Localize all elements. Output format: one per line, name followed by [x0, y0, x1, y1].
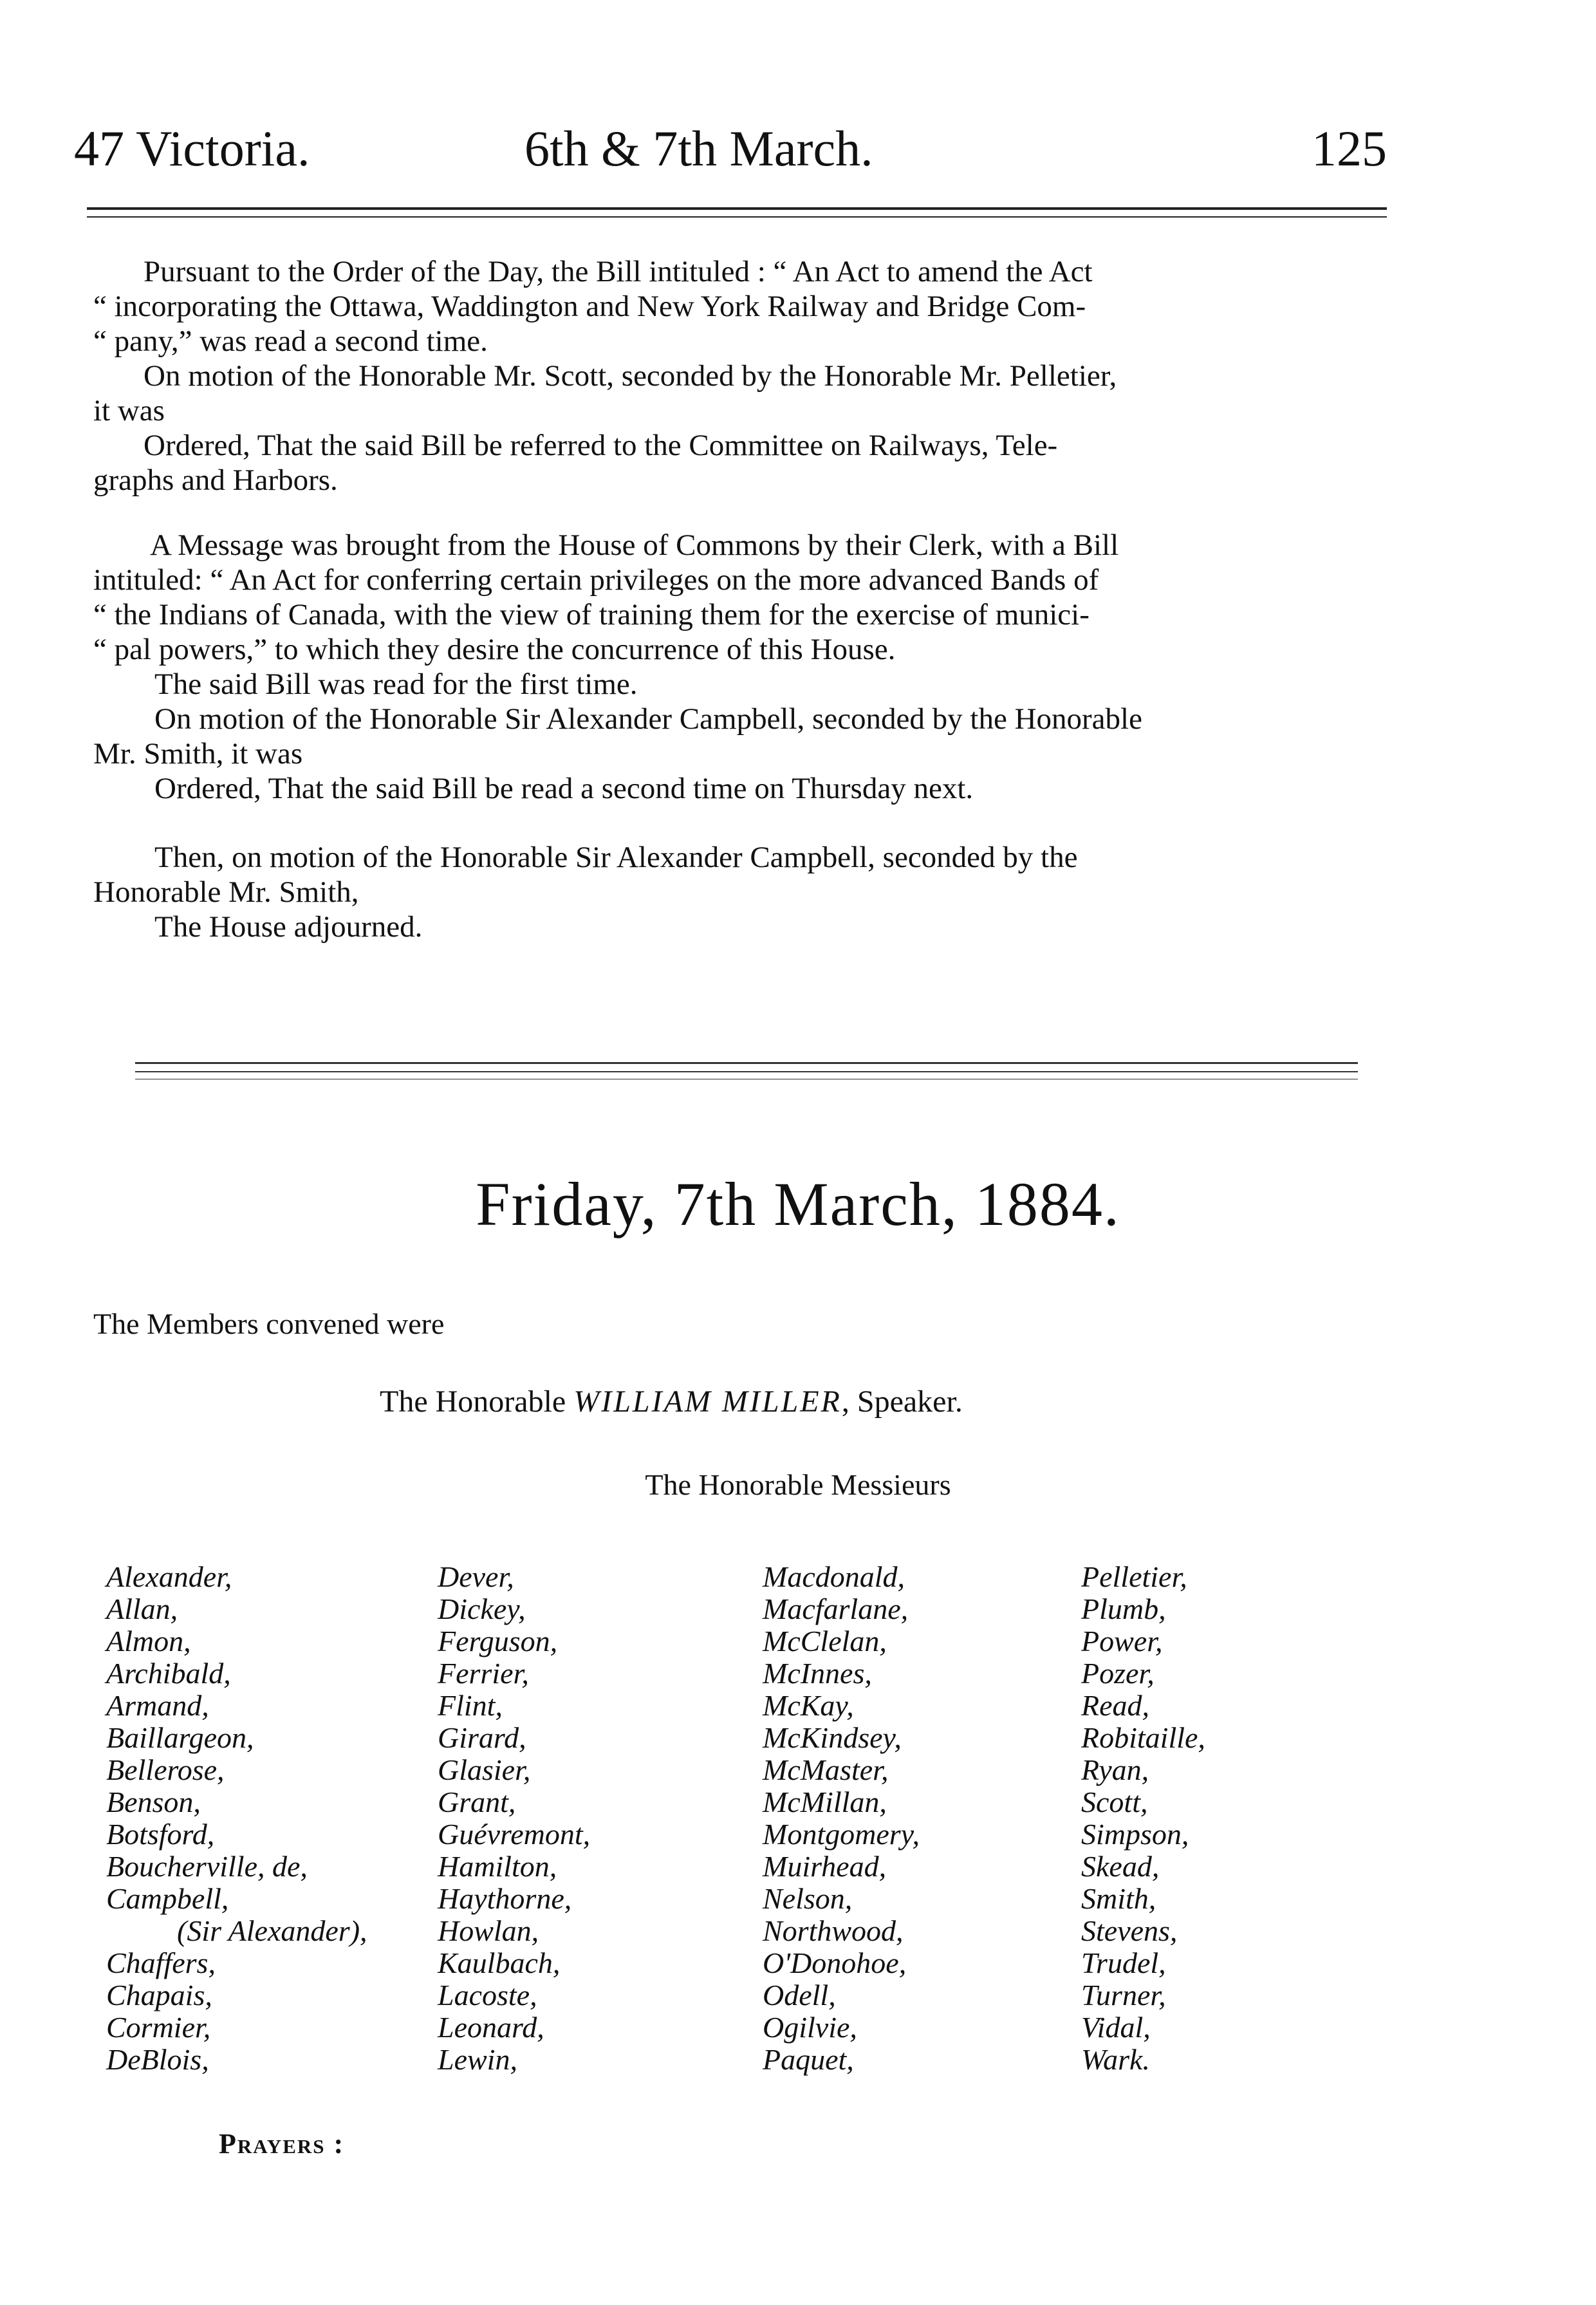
text-line: “ pal powers,” to which they desire the concurrence of this House. — [93, 633, 896, 666]
prayers-heading: Prayers : — [219, 2128, 345, 2160]
member-name: Baillargeon, — [106, 1721, 254, 1754]
members-convened-line: The Members convened were — [93, 1307, 445, 1340]
text-line: “ the Indians of Canada, with the view of training them for the exercise of munici- — [93, 598, 1090, 631]
text-line: A Message was brought from the House of Commons by their Clerk, with a Bill — [150, 528, 1119, 562]
member-name: Ferrier, — [438, 1657, 529, 1690]
commons-message-paragraph — [93, 528, 1142, 806]
member-name: Northwood, — [763, 1914, 904, 1947]
member-name: Almon, — [106, 1625, 191, 1657]
member-name: Armand, — [106, 1689, 209, 1722]
member-name: Guévremont, — [438, 1818, 591, 1851]
speaker-name: WILLIAM MILLER — [573, 1385, 842, 1419]
member-name: Stevens, — [1081, 1914, 1178, 1947]
member-name: McKindsey, — [763, 1721, 902, 1754]
member-name: Haythorne, — [438, 1882, 572, 1915]
member-name: McMillan, — [763, 1786, 887, 1818]
member-name: Ferguson, — [438, 1625, 558, 1657]
text-line: Pursuant to the Order of the Day, the Bill intituled : “ An Act to amend the Act — [144, 255, 1093, 288]
member-name: Ryan, — [1081, 1753, 1149, 1786]
member-name: Turner, — [1081, 1979, 1166, 2011]
member-name: Chapais, — [106, 1979, 212, 2011]
member-name: Archibald, — [106, 1657, 231, 1690]
member-name: Grant, — [438, 1786, 516, 1818]
text-line: Then, on motion of the Honorable Sir Alexander Campbell, seconded by the — [154, 841, 1078, 874]
text-line: Mr. Smith, it was — [93, 737, 303, 770]
member-name: Flint, — [438, 1689, 503, 1722]
member-name: Macdonald, — [763, 1560, 905, 1593]
member-name: Odell, — [763, 1979, 836, 2011]
text-line: “ incorporating the Ottawa, Waddington and New York Railway and Bridge Com- — [93, 290, 1086, 323]
text-line: intituled: “ An Act for conferring certain privileges on the more advanced Bands of — [93, 563, 1099, 597]
member-name: Lewin, — [438, 2043, 517, 2076]
volume-label: 47 Victoria. — [74, 120, 310, 176]
member-name: O'Donohoe, — [763, 1946, 907, 1979]
member-name: Kaulbach, — [438, 1946, 561, 1979]
text-line: Ordered, That the said Bill be referred to the Committee on Railways, Tele- — [144, 429, 1058, 462]
member-name: Ogilvie, — [763, 2011, 857, 2044]
member-name: Power, — [1081, 1625, 1163, 1657]
running-head — [74, 120, 1387, 191]
member-name: (Sir Alexander), — [177, 1914, 367, 1947]
member-name: McInnes, — [763, 1657, 872, 1690]
member-name: Robitaille, — [1081, 1721, 1205, 1754]
member-name: Simpson, — [1081, 1818, 1189, 1851]
header-rule — [87, 207, 1387, 210]
text-line: graphs and Harbors. — [93, 463, 338, 497]
member-name: McClelan, — [763, 1625, 887, 1657]
adjournment-paragraph — [93, 840, 1077, 944]
member-name: Vidal, — [1081, 2011, 1151, 2044]
text-line: Honorable Mr. Smith, — [93, 875, 359, 909]
text-line: “ pany,” was read a second time. — [93, 324, 488, 358]
member-name: Alexander, — [106, 1560, 232, 1593]
member-name: Leonard, — [438, 2011, 544, 2044]
member-name: Trudel, — [1081, 1946, 1166, 1979]
member-name: Glasier, — [438, 1753, 531, 1786]
member-name: Wark. — [1081, 2043, 1150, 2076]
member-name: Girard, — [438, 1721, 526, 1754]
member-name: Scott, — [1081, 1786, 1148, 1818]
member-name: Allan, — [106, 1592, 178, 1625]
text-line: Ordered, That the said Bill be read a second time on Thursday next. — [154, 772, 974, 805]
member-name: Boucherville, de, — [106, 1850, 308, 1883]
text-line: The said Bill was read for the first time. — [154, 667, 638, 701]
bill-second-reading-paragraph — [93, 254, 1117, 498]
text-line: On motion of the Honorable Sir Alexander Campbell, seconded by the Honorable — [154, 702, 1142, 736]
messieurs-heading: The Honorable Messieurs — [645, 1468, 951, 1501]
speaker-title: , Speaker. — [841, 1385, 963, 1419]
member-name: DeBlois, — [106, 2043, 209, 2076]
member-name: Read, — [1081, 1689, 1150, 1722]
member-name: Cormier, — [106, 2011, 211, 2044]
page-number: 125 — [1312, 120, 1387, 176]
member-name: Chaffers, — [106, 1946, 216, 1979]
member-name: Lacoste, — [438, 1979, 537, 2011]
header-rule-thin — [87, 216, 1387, 218]
text-line: The House adjourned. — [154, 910, 423, 944]
member-name: Muirhead, — [763, 1850, 887, 1883]
members-column-4 — [1081, 1561, 1205, 2076]
member-name: McMaster, — [763, 1753, 889, 1786]
text-line: On motion of the Honorable Mr. Scott, seconded by the Honorable Mr. Pelletier, — [144, 359, 1117, 393]
member-name: Hamilton, — [438, 1850, 557, 1883]
date-range-label: 6th & 7th March. — [524, 120, 873, 176]
section-divider — [135, 1071, 1358, 1072]
members-column-1 — [106, 1561, 367, 2076]
member-name: Nelson, — [763, 1882, 853, 1915]
member-name: Dever, — [438, 1560, 514, 1593]
member-name: Bellerose, — [106, 1753, 225, 1786]
speaker-line — [380, 1384, 963, 1419]
member-name: Smith, — [1081, 1882, 1156, 1915]
member-name: Botsford, — [106, 1818, 215, 1851]
member-name: Plumb, — [1081, 1592, 1166, 1625]
member-name: Skead, — [1081, 1850, 1160, 1883]
member-name: Pelletier, — [1081, 1560, 1187, 1593]
section-divider — [135, 1062, 1358, 1064]
sitting-date-heading: Friday, 7th March, 1884. — [476, 1170, 1120, 1238]
member-name: Benson, — [106, 1786, 201, 1818]
member-name: Montgomery, — [763, 1818, 920, 1851]
text-line: it was — [93, 394, 165, 427]
member-name: Macfarlane, — [763, 1592, 909, 1625]
speaker-prefix: The Honorable — [380, 1385, 566, 1419]
member-name: Pozer, — [1081, 1657, 1155, 1690]
members-column-2 — [438, 1561, 590, 2076]
member-name: Dickey, — [438, 1592, 526, 1625]
member-name: Campbell, — [106, 1882, 229, 1915]
member-name: Paquet, — [763, 2043, 854, 2076]
member-name: McKay, — [763, 1689, 854, 1722]
member-name: Howlan, — [438, 1914, 539, 1947]
members-column-3 — [763, 1561, 920, 2076]
